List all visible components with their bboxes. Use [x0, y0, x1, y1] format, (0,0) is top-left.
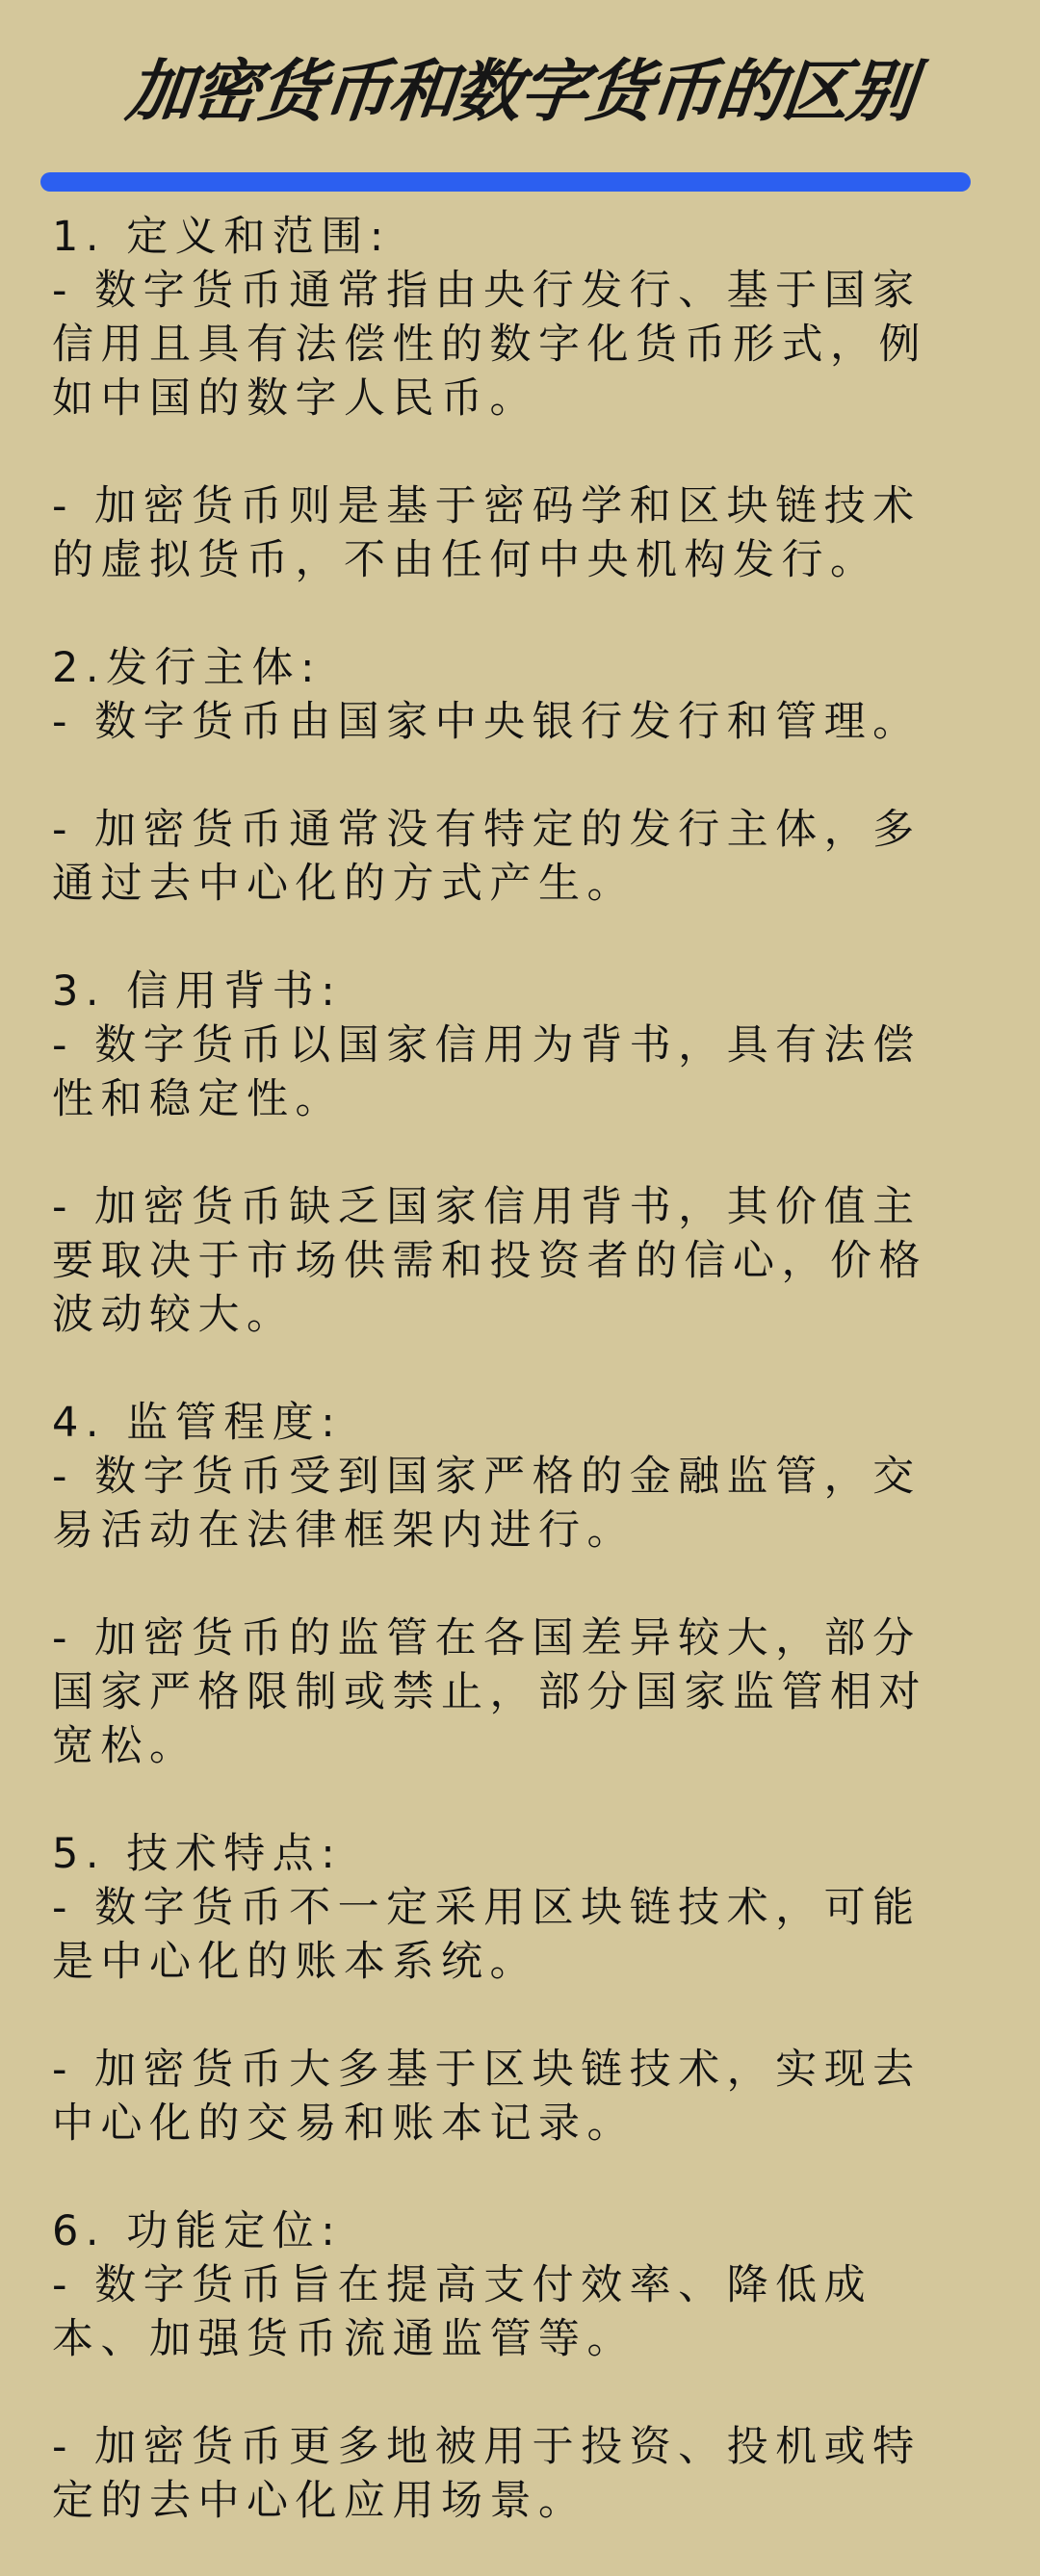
text-line: 中心化的交易和账本记录。 — [52, 2099, 636, 2148]
section-heading: 1. 定义和范围: — [52, 213, 391, 261]
text-line: - 加密货币大多基于区块链技术，实现去 — [52, 2046, 922, 2094]
paragraph-crypto-currency — [52, 1180, 1005, 1342]
text-line: - 加密货币缺乏国家信用背书，其价值主 — [52, 1183, 922, 1231]
text-line: - 加密货币的监管在各国差异较大，部分 — [52, 1614, 922, 1662]
spacer — [52, 1773, 1005, 1827]
text-line: 本、加强货币流通监管等。 — [52, 2315, 636, 2363]
text-line: - 数字货币旨在提高支付效率、降低成 — [52, 2261, 873, 2309]
section-heading: 2.发行主体: — [52, 644, 323, 692]
paragraph-digital-currency — [52, 264, 1005, 425]
spacer — [52, 425, 1005, 479]
text-line: 易活动在法律框架内进行。 — [52, 1507, 636, 1555]
section-heading: 5. 技术特点: — [52, 1830, 343, 1878]
section-definition — [52, 210, 1005, 641]
text-line: 通过去中心化的方式产生。 — [52, 860, 636, 908]
section-regulation — [52, 1396, 1005, 1827]
spacer — [52, 1558, 1005, 1611]
paragraph-digital-currency — [52, 1018, 1005, 1126]
spacer — [52, 749, 1005, 803]
text-line: - 数字货币以国家信用为背书，具有法偿 — [52, 1021, 922, 1069]
paragraph-digital-currency — [52, 1450, 1005, 1558]
text-line: - 数字货币由国家中央银行发行和管理。 — [52, 698, 922, 746]
spacer — [52, 1342, 1005, 1396]
text-line: - 加密货币通常没有特定的发行主体，多 — [52, 806, 922, 854]
paragraph-digital-currency — [52, 1881, 1005, 1989]
text-line: - 数字货币受到国家严格的金融监管，交 — [52, 1453, 922, 1501]
spacer — [52, 2366, 1005, 2420]
section-credit-backing — [52, 965, 1005, 1396]
spacer — [52, 1126, 1005, 1180]
section-heading: 6. 功能定位: — [52, 2207, 343, 2255]
text-line: 国家严格限制或禁止，部分国家监管相对 — [52, 1668, 927, 1716]
spacer — [52, 911, 1005, 965]
text-line: 如中国的数字人民币。 — [52, 374, 538, 423]
paragraph-crypto-currency — [52, 1611, 1005, 1773]
article-body — [52, 210, 1005, 2528]
title-underline — [40, 172, 971, 192]
section-heading: 4. 监管程度: — [52, 1399, 343, 1447]
text-line: 是中心化的账本系统。 — [52, 1938, 538, 1986]
section-function — [52, 2204, 1005, 2528]
section-heading: 3. 信用背书: — [52, 967, 343, 1016]
spacer — [52, 2151, 1005, 2204]
text-line: - 数字货币不一定采用区块链技术，可能 — [52, 1884, 922, 1932]
paragraph-crypto-currency — [52, 2043, 1005, 2151]
paragraph-crypto-currency — [52, 2420, 1005, 2528]
section-issuer — [52, 641, 1005, 965]
text-line: 性和稳定性。 — [52, 1075, 344, 1123]
spacer — [52, 1989, 1005, 2043]
text-line: 定的去中心化应用场景。 — [52, 2477, 587, 2525]
text-line: 要取决于市场供需和投资者的信心，价格 — [52, 1237, 927, 1285]
paragraph-crypto-currency — [52, 479, 1005, 587]
text-line: - 数字货币通常指由央行发行、基于国家 — [52, 267, 922, 315]
text-line: - 加密货币更多地被用于投资、投机或特 — [52, 2423, 922, 2471]
section-technology — [52, 1827, 1005, 2204]
text-line: 波动较大。 — [52, 1291, 296, 1339]
text-line: 的虚拟货币，不由任何中央机构发行。 — [52, 536, 879, 584]
paragraph-crypto-currency — [52, 803, 1005, 911]
text-line: 宽松。 — [52, 1722, 198, 1770]
page-title: 加密货币和数字货币的区别 — [122, 52, 918, 131]
spacer — [52, 587, 1005, 641]
paragraph-digital-currency — [52, 695, 1005, 749]
paragraph-digital-currency — [52, 2258, 1005, 2366]
text-line: - 加密货币则是基于密码学和区块链技术 — [52, 482, 922, 530]
text-line: 信用且具有法偿性的数字化货币形式，例 — [52, 321, 927, 369]
